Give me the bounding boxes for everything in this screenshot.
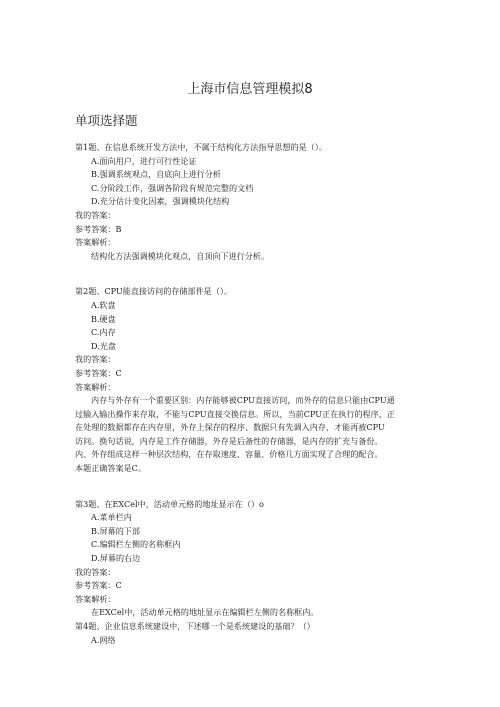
option-d: D.充分估计变化因素，强调模块化结构 (91, 196, 230, 207)
option-b: B.屏幕的下部 (91, 525, 140, 536)
question-text: 第4题、企业信息系统建设中，下述哪一个是系统建设的基础？（） (75, 621, 315, 631)
option-b: B.硬盘 (91, 313, 116, 324)
my-answer-label: 我的答案： (75, 566, 116, 577)
question-block (75, 620, 435, 647)
spacer (75, 263, 435, 285)
question-text: 第1题、在信息系统开发方法中，不属于结构化方法指导思想的是（）。 (75, 142, 328, 152)
option-c: C.内存 (91, 327, 116, 338)
question-text: 第3题、在EXCel中，活动单元格的地址显示在（）o (75, 498, 264, 509)
option-b: B.强调系统观点，自底向上进行分析 (91, 169, 221, 180)
option-c: C.分阶段工作，强调各阶段有规范完整的文档 (91, 182, 254, 193)
explanation-line: 在处理的数据都存在内存里，外存上保存的程序、数据只有先调入内存，才能再被CPU (75, 422, 385, 433)
explanation-label: 答案解析： (75, 237, 116, 248)
question-list (75, 141, 435, 647)
spacer (75, 476, 435, 498)
explanation-line: 访问。换句话说，内存是工作存储器，外存是后备性的存储器，是内存的扩充与备份。 (75, 435, 383, 446)
question-block (75, 498, 435, 620)
option-a: A.菜单栏内 (91, 512, 132, 523)
explanation-line: 过输入输出操作来存取，不能与CPU直接交换信息。所以，当前CPU正在执行的程序、正 (75, 408, 395, 419)
section-heading: 单项选择题 (75, 113, 138, 128)
option-c: C.编辑栏左侧的名称框内 (91, 539, 181, 550)
explanation-line: 内存与外存有一个重要区别：内存能够被CPU直接访问，而外存的信息只能由CPU通 (91, 395, 395, 406)
explanation-label: 答案解析： (75, 381, 116, 392)
option-d: D.屏幕的右边 (91, 553, 141, 564)
my-answer-label: 我的答案： (75, 209, 116, 220)
explanation-label: 答案解析： (75, 593, 116, 604)
explanation-text: 在EXCel中，活动单元格的地址显示在编辑栏左侧的名称框内。 (91, 607, 319, 618)
reference-answer: 参考答案：C (75, 580, 122, 591)
option-a: A.面向用户，进行可行性论证 (91, 155, 197, 166)
question-block (75, 141, 435, 263)
reference-answer: 参考答案：C (75, 367, 122, 378)
explanation-text: 结构化方法强调模块化观点，自顶向下进行分析。 (91, 250, 270, 261)
option-a: A.软盘 (91, 299, 116, 310)
explanation-line: 内、外存组成这样一种层次结构，在存取速度、容量、价格几方面实现了合理的配合。 (75, 449, 383, 460)
document-title: 上海市信息管理模拟8 (187, 82, 313, 97)
explanation-paragraph (75, 394, 435, 476)
explanation-line: 本题正确答案是C。 (75, 463, 146, 474)
question-block (75, 285, 435, 475)
option-a: A.网络 (91, 634, 116, 645)
option-d: D.光盘 (91, 340, 116, 351)
question-text: 第2题、CPU能直接访问的存储部件是（）。 (75, 286, 233, 297)
my-answer-label: 我的答案： (75, 354, 116, 365)
reference-answer: 参考答案：B (75, 223, 122, 234)
